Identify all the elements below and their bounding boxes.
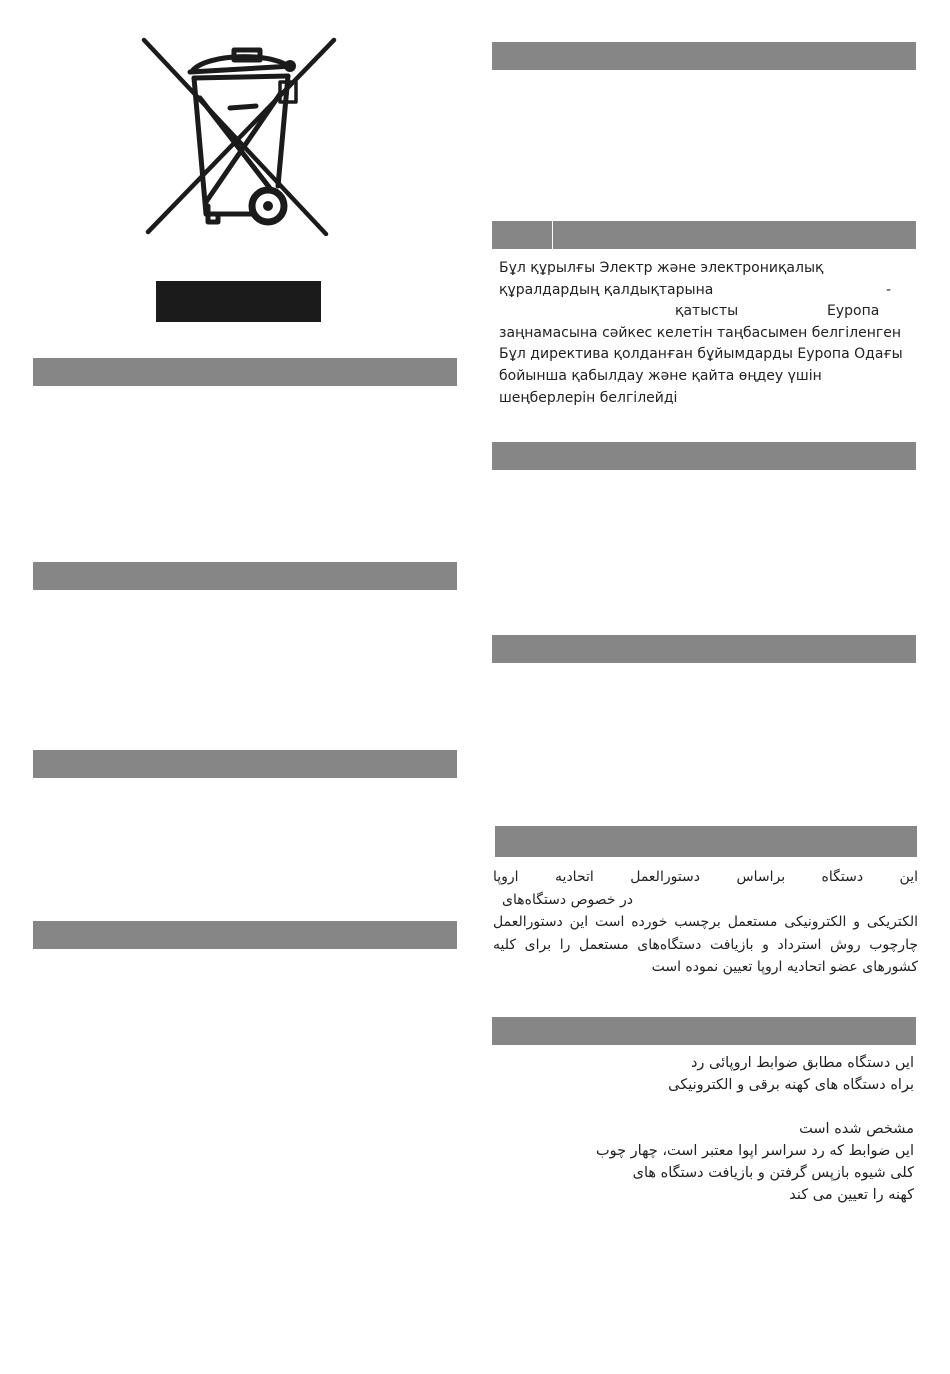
section-header-bar bbox=[33, 562, 457, 590]
text-line: шеңберлерін белгілейді bbox=[499, 389, 678, 406]
text-line: Бұл құрылғы Электр және электрониқалық bbox=[499, 260, 824, 276]
section-header-bar-persian bbox=[495, 826, 917, 857]
text-fragment: Еуропа bbox=[827, 303, 880, 320]
bar-divider bbox=[552, 221, 553, 249]
text-line: مشخص شده است bbox=[799, 1121, 914, 1137]
black-label bbox=[156, 281, 321, 322]
text-fragment: құралдардың қалдықтарына bbox=[499, 281, 714, 298]
text-line: کلی شيوه بازپس گرفتن و بازيافت دستگاه های bbox=[632, 1165, 914, 1181]
text-line: الکتریکی و الکترونیکی مستعمل برچسب خورده است این دستورالعمل bbox=[493, 914, 918, 930]
text-line: براه دستگاه های کهنه برقی و الکترونيکی bbox=[668, 1077, 914, 1093]
text-line: کهنه را تعيين می کند bbox=[789, 1187, 914, 1203]
text-line: ايں دستگاه مطابق ضوابط اروپائی رد bbox=[690, 1055, 914, 1071]
section-header-bar-persian-2 bbox=[492, 1017, 916, 1045]
text-line: چارچوب روش استرداد و بازیافت دستگاه‌های مستعمل را برای کلیه bbox=[493, 936, 918, 953]
text-fragment: - bbox=[886, 281, 892, 298]
text-line: ايں ضوابط که رد سراسر اپوا معتبر است، چهار چوب bbox=[595, 1143, 914, 1159]
text-line bbox=[499, 280, 894, 302]
section-header-bar bbox=[492, 442, 916, 470]
crossed-out-wheelie-bin-icon bbox=[138, 36, 338, 236]
kazakh-paragraph bbox=[499, 258, 903, 409]
section-header-bar bbox=[33, 921, 457, 949]
section-header-bar bbox=[492, 635, 916, 663]
text-line: کشورهای عضو اتحادیه اروپا تعیین نموده است bbox=[651, 959, 918, 975]
persian-paragraph-2 bbox=[500, 1052, 914, 1206]
text-line: در خصوص دستگاه‌های bbox=[502, 891, 633, 908]
persian-paragraph bbox=[493, 866, 918, 979]
text-line: Бұл директива қолданған бұйымдарды Еуропа Одағы bbox=[499, 346, 903, 363]
text-line bbox=[499, 301, 894, 323]
text-line: این دستگاه براساس دستورالعمل اتحادیه اروپا bbox=[493, 869, 918, 885]
section-header-bar bbox=[33, 358, 457, 386]
section-header-bar bbox=[33, 750, 457, 778]
text-line: бойынша қабылдау және қайта өңдеу үшін bbox=[499, 367, 822, 384]
section-header-bar bbox=[492, 42, 916, 70]
text-fragment: қатысты bbox=[675, 303, 739, 320]
section-header-bar-kazakh bbox=[492, 221, 916, 249]
text-line: заңнамасына сәйкес келетін таңбасымен белгіленген bbox=[499, 324, 901, 341]
